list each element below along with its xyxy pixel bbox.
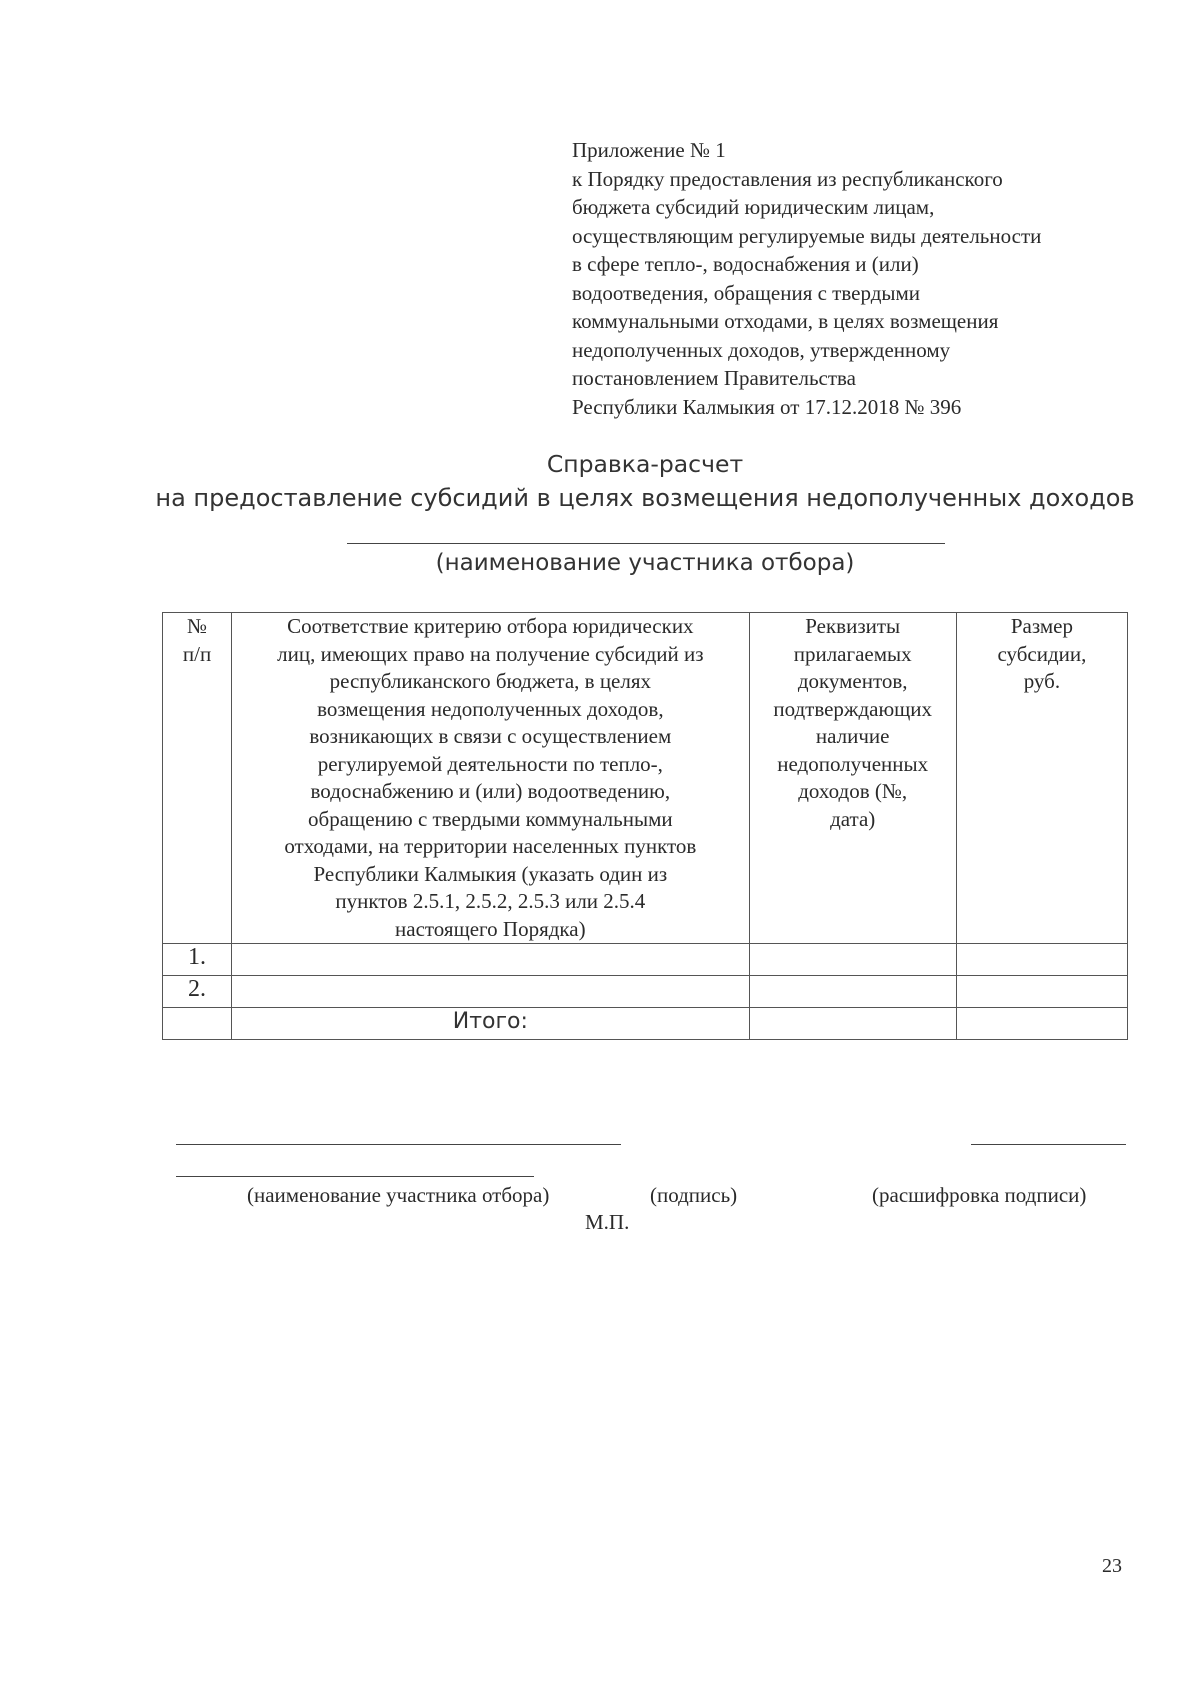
header-text: подтверждающих (773, 696, 933, 721)
participant-name-line (347, 543, 945, 544)
appendix-line: Республики Калмыкия от 17.12.2018 № 396 (572, 394, 962, 419)
appendix-line: Приложение № 1 (572, 138, 726, 162)
header-cell-documents (749, 613, 956, 944)
header-text: Реквизиты (805, 614, 901, 638)
header-cell-amount (956, 613, 1127, 944)
appendix-line: коммунальными отходами, в целях возмещения (572, 309, 999, 333)
table-header-row (163, 613, 1128, 944)
header-text: водоснабжению и (или) водоотведению, (310, 779, 671, 803)
header-text: недополученных (777, 751, 929, 776)
table-row (163, 976, 1128, 1008)
header-text: настоящего Порядка) (395, 916, 586, 941)
signature-line-participant (176, 1144, 621, 1145)
decode-caption: (расшифровка подписи) (872, 1183, 1087, 1207)
header-text: субсидии, (997, 641, 1087, 666)
total-cell-number (163, 1008, 232, 1040)
header-text: наличие (815, 724, 890, 748)
header-text: документов, (797, 669, 908, 693)
header-text: Соответствие критерию отбора юридических (287, 614, 694, 638)
header-cell-number (163, 613, 232, 944)
header-text: руб. (1023, 669, 1061, 693)
header-text: Республики Калмыкия (указать один из (313, 861, 668, 886)
header-text: отходами, на территории населенных пунктов (284, 834, 697, 858)
appendix-line: в сфере тепло-, водоснабжения и (или) (572, 252, 919, 276)
row-cell-criterion (232, 944, 750, 976)
document-title: Справка-расчет (546, 450, 744, 478)
sign-caption: (подпись) (650, 1183, 738, 1207)
stamp-label: М.П. (585, 1210, 630, 1234)
header-text: Размер (1010, 614, 1073, 638)
table-total-row (163, 1008, 1128, 1040)
document-subtitle: на предоставление субсидий в целях возмещения недополученных доходов (155, 484, 1135, 512)
total-cell-documents (749, 1008, 956, 1040)
total-label: Итого: (232, 1008, 750, 1040)
participant-name-caption: (наименование участника отбора) (435, 550, 855, 576)
header-text: регулируемой деятельности по тепло-, (317, 751, 663, 776)
row-number: 1. (163, 944, 232, 976)
row-cell-amount (956, 976, 1127, 1008)
header-text: пунктов 2.5.1, 2.5.2, 2.5.3 или 2.5.4 (335, 889, 646, 913)
signature-line-decode (971, 1144, 1126, 1145)
row-cell-documents (749, 976, 956, 1008)
row-cell-amount (956, 944, 1127, 976)
appendix-line: осуществляющим регулируемые виды деятельности (572, 223, 1042, 248)
appendix-block (572, 136, 1132, 421)
subsidy-table (162, 612, 1128, 1040)
appendix-line: бюджета субсидий юридическим лицам, (572, 195, 935, 219)
header-text: обращению с твердыми коммунальными (308, 806, 673, 831)
header-text: возникающих в связи с осуществлением (309, 724, 672, 748)
signature-line-sign (176, 1176, 534, 1177)
header-text: № (187, 614, 208, 638)
row-number: 2. (163, 976, 232, 1008)
header-cell-criterion (232, 613, 750, 944)
participant-caption: (наименование участника отбора) (247, 1183, 550, 1207)
appendix-line: недополученных доходов, утвержденному (572, 337, 951, 362)
header-text: доходов (№, (798, 779, 908, 803)
header-text: возмещения недополученных доходов, (317, 696, 664, 721)
header-text: республиканского бюджета, в целях (329, 669, 652, 693)
appendix-line: постановлением Правительства (572, 366, 857, 390)
header-text: п/п (182, 641, 212, 666)
total-cell-amount (956, 1008, 1127, 1040)
header-text: лиц, имеющих право на получение субсидий из (277, 641, 704, 666)
appendix-line: водоотведения, обращения с твердыми (572, 280, 921, 305)
page-number: 23 (1102, 1555, 1122, 1577)
row-cell-documents (749, 944, 956, 976)
table-row (163, 944, 1128, 976)
appendix-line: к Порядку предоставления из республиканского (572, 166, 1003, 191)
row-cell-criterion (232, 976, 750, 1008)
header-text: дата) (830, 806, 876, 831)
header-text: прилагаемых (793, 641, 912, 666)
